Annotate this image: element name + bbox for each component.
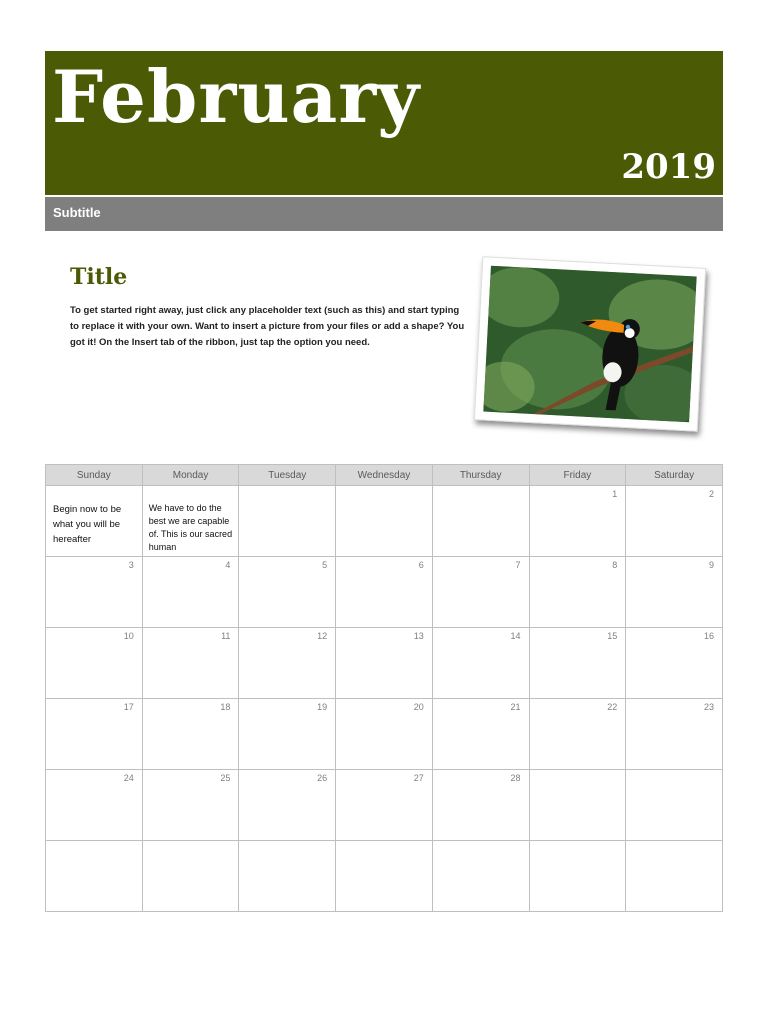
day-number: 24 [123,773,134,783]
week-row [46,770,723,841]
subtitle-text[interactable]: Subtitle [53,205,101,220]
weekday-thursday: Thursday [432,465,529,486]
week-row [46,486,723,557]
day-cell[interactable] [142,557,239,628]
day-cell[interactable] [626,699,723,770]
day-number: 18 [220,702,231,712]
day-number: 6 [418,560,424,570]
day-cell[interactable] [46,557,143,628]
day-number: 1 [612,489,618,499]
day-number: 27 [413,773,424,783]
day-cell[interactable] [529,770,626,841]
day-cell[interactable] [626,841,723,912]
day-cell[interactable] [432,841,529,912]
day-cell[interactable] [46,628,143,699]
day-number: 10 [123,631,134,641]
day-cell[interactable] [239,486,336,557]
day-cell[interactable] [142,628,239,699]
intro-body[interactable]: To get started right away, just click any placeholder text (such as this) and start typing to replace it with your own. Want to insert a picture from your files or add a shape? You got it! On the Insert tab of the ribbon, just tap the option you need. [70,305,465,348]
day-cell[interactable] [336,628,433,699]
day-cell[interactable] [336,486,433,557]
month-banner [45,51,723,195]
day-number: 9 [708,560,714,570]
day-cell[interactable] [529,557,626,628]
day-cell[interactable] [432,699,529,770]
week-row [46,841,723,912]
day-cell[interactable] [239,699,336,770]
day-number: 15 [607,631,618,641]
day-cell[interactable] [529,486,626,557]
day-cell[interactable] [336,841,433,912]
day-cell[interactable] [336,557,433,628]
day-number: 19 [317,702,328,712]
day-cell[interactable] [239,770,336,841]
day-cell[interactable] [432,770,529,841]
day-number: 26 [317,773,328,783]
photo-frame[interactable] [474,256,706,431]
day-number: 11 [221,631,231,641]
day-cell[interactable] [142,486,239,557]
month-title[interactable]: February [52,54,421,139]
day-number: 17 [123,702,134,712]
day-number: 14 [510,631,521,641]
toucan-photo[interactable] [483,266,696,423]
day-cell[interactable] [529,628,626,699]
day-cell[interactable] [46,770,143,841]
day-number: 21 [510,702,521,712]
day-number: 4 [225,560,231,570]
day-note-monday[interactable]: We have to do the best we are capable of. This is our sacred human [148,503,233,552]
year-label[interactable]: 2019 [621,147,716,187]
day-cell[interactable] [432,486,529,557]
subtitle-bar [45,197,723,231]
day-number: 28 [510,773,521,783]
day-number: 20 [413,702,424,712]
day-cell[interactable] [336,699,433,770]
day-number: 7 [515,560,521,570]
day-cell[interactable] [626,557,723,628]
week-row [46,628,723,699]
day-cell[interactable] [529,699,626,770]
day-cell[interactable] [336,770,433,841]
day-cell[interactable] [239,841,336,912]
day-cell[interactable] [239,557,336,628]
weekday-monday: Monday [142,465,239,486]
weekday-wednesday: Wednesday [336,465,433,486]
day-number: 16 [703,631,714,641]
day-note-sunday[interactable]: Begin now to be what you will be hereafter [53,504,122,545]
day-number: 3 [128,560,134,570]
day-cell[interactable] [46,486,143,557]
weekday-tuesday: Tuesday [239,465,336,486]
day-cell[interactable] [626,628,723,699]
day-cell[interactable] [626,770,723,841]
day-cell[interactable] [432,557,529,628]
day-cell[interactable] [432,628,529,699]
day-cell[interactable] [239,628,336,699]
weekday-friday: Friday [529,465,626,486]
day-number: 22 [607,702,618,712]
day-cell[interactable] [142,841,239,912]
weekday-saturday: Saturday [626,465,723,486]
day-number: 2 [708,489,714,499]
day-cell[interactable] [142,770,239,841]
week-row [46,557,723,628]
day-cell[interactable] [529,841,626,912]
day-cell[interactable] [626,486,723,557]
weekday-header-row [46,465,723,486]
toucan-illustration [483,266,696,423]
weekday-sunday: Sunday [46,465,143,486]
day-cell[interactable] [142,699,239,770]
calendar-grid [45,464,723,912]
day-cell[interactable] [46,841,143,912]
week-row [46,699,723,770]
day-number: 8 [612,560,618,570]
day-number: 25 [220,773,231,783]
intro-title[interactable]: Title [70,264,128,290]
day-number: 23 [703,702,714,712]
day-cell[interactable] [46,699,143,770]
day-number: 5 [322,560,328,570]
day-number: 13 [413,631,424,641]
day-number: 12 [317,631,328,641]
